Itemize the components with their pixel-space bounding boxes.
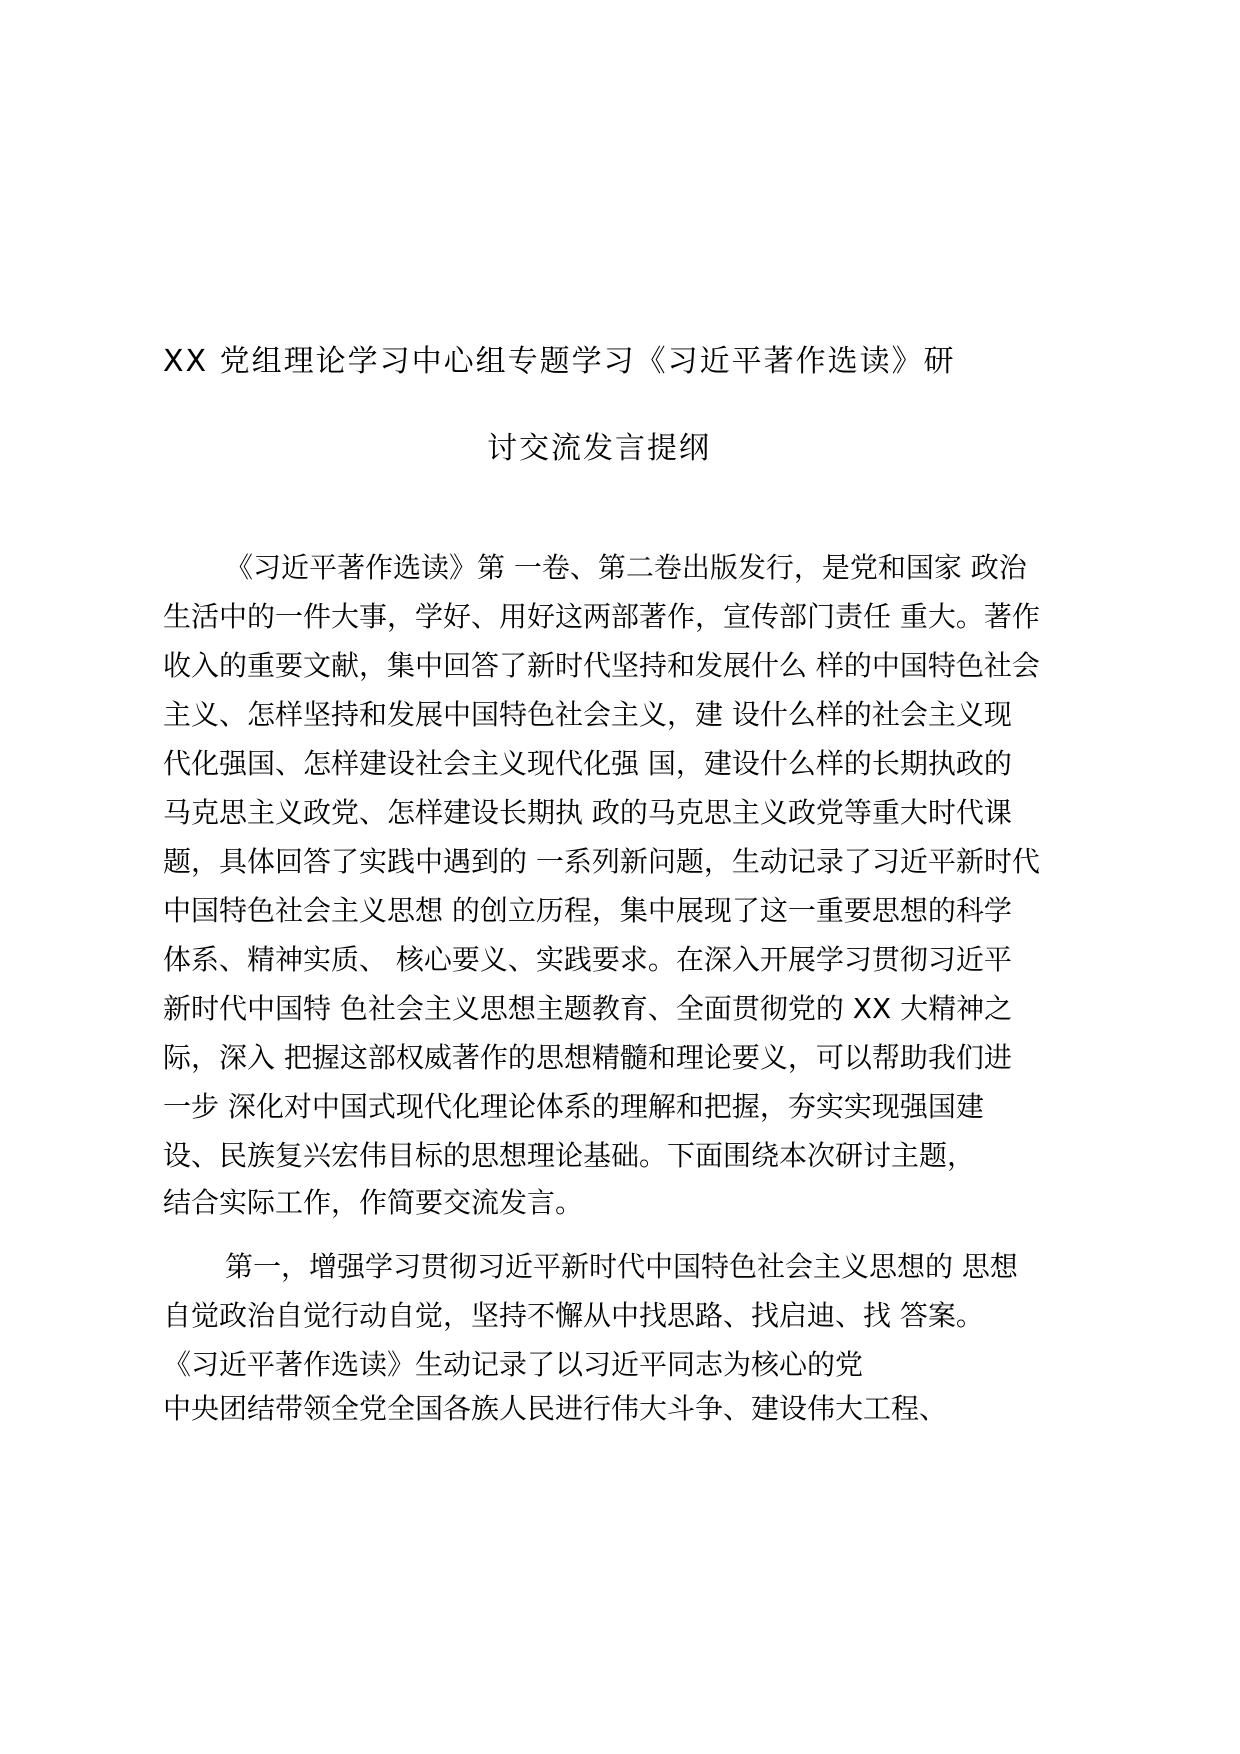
paragraph-line: 自觉政治自觉行动自觉，坚持不懈从中找思路、找启迪、找 答案。 [163, 1299, 984, 1332]
paragraph-line: 题，具体回答了实践中遇到的 一系列新问题，生动记录了习近平新时代 [163, 845, 1040, 878]
paragraph-line: 新时代中国特 色社会主义思想主题教育、全面贯彻党的 XX 大精神之 [163, 992, 1013, 1025]
paragraph-line: 结合实际工作，作简要交流发言。 [163, 1186, 584, 1219]
paragraph-line: 收入的重要文献，集中回答了新时代坚持和发展什么 样的中国特色社会 [163, 649, 1040, 682]
paragraph-line: 主义、怎样坚持和发展中国特色社会主义，建 设什么样的社会主义现 [163, 698, 1012, 731]
document-title-line-2: 讨交流发言提纲 [487, 431, 711, 466]
paragraph-line: 《习近平著作选读》生动记录了以习近平同志为核心的党 [163, 1348, 864, 1381]
paragraph-intro-tail [163, 1178, 1095, 1227]
paragraph-first-point [163, 1242, 1095, 1389]
paragraph-line: 一步 深化对中国式现代化理论体系的理解和把握，夯实实现强国建 [163, 1090, 984, 1123]
paragraph-line: 中国特色社会主义思想 的创立历程，集中展现了这一重要思想的科学 [163, 894, 1012, 927]
paragraph-line: 中央团结带领全党全国各族人民进行伟大斗争、建设伟大工程、 [163, 1392, 948, 1425]
paragraph-line: 生活中的一件大事，学好、用好这两部著作，宣传部门责任 重大。著作 [163, 600, 1040, 633]
paragraph-intro [163, 543, 1095, 1180]
document-title-line-1: XX 党组理论学习中心组专题学习《习近平著作选读》研 [163, 344, 956, 379]
paragraph-line: 《习近平著作选读》第 一卷、第二卷出版发行，是党和国家 政治 [225, 551, 1027, 584]
paragraph-line: 代化强国、怎样建设社会主义现代化强 国，建设什么样的长期执政的 [163, 747, 1012, 780]
paragraph-line: 设、民族复兴宏伟目标的思想理论基础。下面围绕本次研讨主题， [163, 1139, 976, 1172]
paragraph-line: 体系、精神实质、 核心要义、实践要求。在深入开展学习贯彻习近平 [163, 943, 1012, 976]
paragraph-line: 际，深入 把握这部权威著作的思想精髓和理论要义，可以帮助我们进 [163, 1041, 1012, 1074]
paragraph-line: 第一，增强学习贯彻习近平新时代中国特色社会主义思想的 思想 [225, 1250, 1018, 1283]
paragraph-first-point-tail [163, 1384, 1095, 1433]
paragraph-line: 马克思主义政党、怎样建设长期执 政的马克思主义政党等重大时代课 [163, 796, 1012, 829]
